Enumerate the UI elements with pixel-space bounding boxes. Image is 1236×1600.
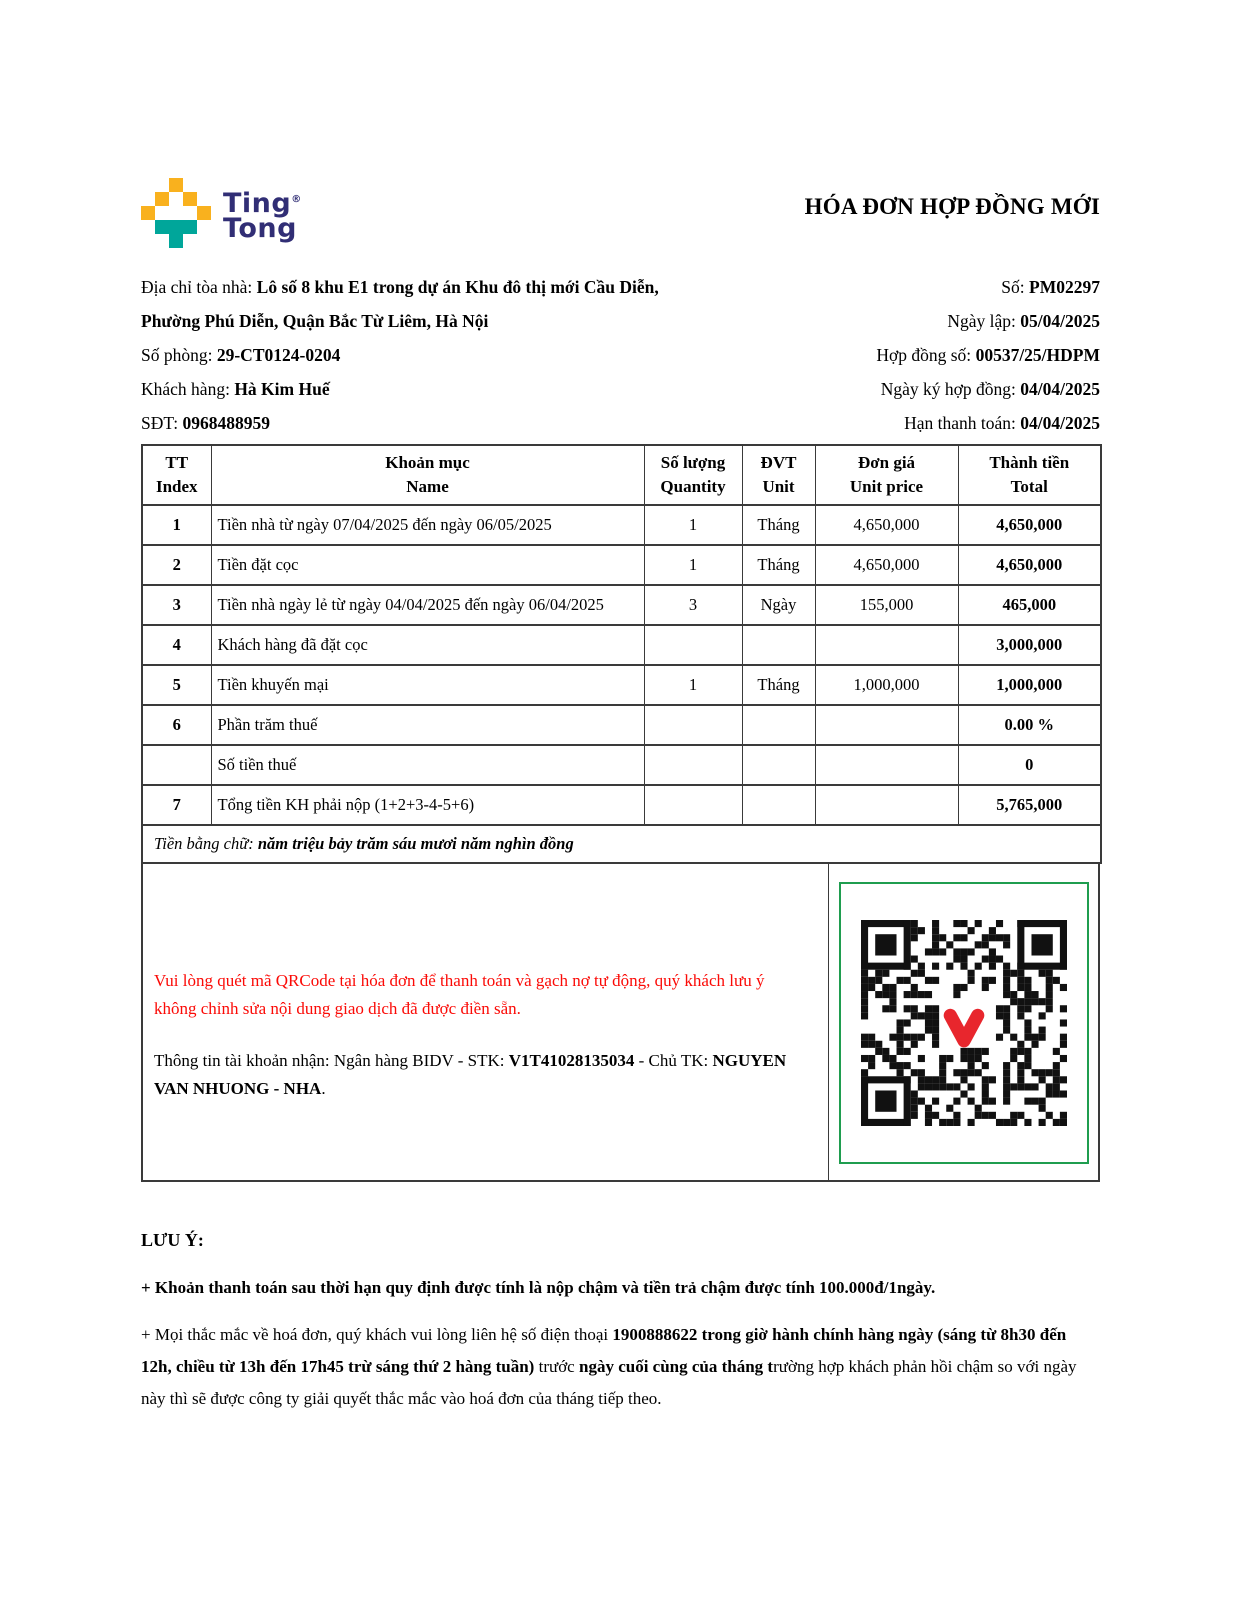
cell-qty: 3 <box>644 585 742 625</box>
contact-note: + Mọi thắc mắc về hoá đơn, quý khách vui lòng liên hệ số điện thoại 1900888622 trong giờ hành chính hàng ngày (sáng từ 8h30 đến 12h, chiều từ 13h đến 17h45 trừ sáng thứ 2 hàng tuần) trước ngày cuối cùng của tháng trường hợp khách phản hồi chậm so với ngày này thì sẽ được công ty giải quyết thắc mắc vào hoá đơn của tháng tiếp theo. <box>141 1325 1077 1408</box>
qr-frame <box>839 882 1089 1164</box>
cell-index: 6 <box>142 705 211 745</box>
cell-price <box>815 745 958 785</box>
cell-price: 4,650,000 <box>815 505 958 545</box>
cell-total: 5,765,000 <box>958 785 1101 825</box>
tingtong-logo-icon <box>141 178 211 248</box>
table-row <box>142 545 1101 585</box>
cell-index: 2 <box>142 545 211 585</box>
payment-instructions <box>143 864 829 1180</box>
table-body <box>142 505 1101 825</box>
column-header: Thành tiền Total <box>958 445 1101 505</box>
cell-name: Số tiền thuế <box>211 745 644 785</box>
info-line: Địa chỉ tòa nhà: Lô số 8 khu E1 trong dự án Khu đô thị mới Cầu Diễn, Phường Phú Diễn, Quận Bắc Từ Liêm, Hà Nội <box>141 277 659 331</box>
page-title: HÓA ĐƠN HỢP ĐỒNG MỚI <box>804 194 1100 219</box>
info-line: SĐT: 0968488959 <box>141 413 270 433</box>
cell-qty <box>644 705 742 745</box>
late-payment-note: + Khoản thanh toán sau thời hạn quy định được tính là nộp chậm và tiền trả chậm được tính 100.000đ/1ngày. <box>141 1278 936 1297</box>
table-row <box>142 585 1101 625</box>
cell-unit <box>742 625 815 665</box>
qr-code <box>861 920 1067 1126</box>
registered-mark: ® <box>291 194 302 205</box>
brand-logo <box>141 178 302 248</box>
cell-total: 3,000,000 <box>958 625 1101 665</box>
cell-unit: Ngày <box>742 585 815 625</box>
info-line: Số: PM02297 <box>1001 277 1100 297</box>
cell-unit <box>742 745 815 785</box>
cell-price: 4,650,000 <box>815 545 958 585</box>
cell-index: 4 <box>142 625 211 665</box>
document-header <box>141 178 1100 256</box>
cell-qty: 1 <box>644 545 742 585</box>
table-header-row <box>142 445 1101 505</box>
info-line: Số phòng: 29-CT0124-0204 <box>141 345 341 365</box>
table-row <box>142 505 1101 545</box>
cell-total: 0 <box>958 745 1101 785</box>
invoice-meta <box>676 270 1100 440</box>
column-header: Số lượng Quantity <box>644 445 742 505</box>
cell-index: 3 <box>142 585 211 625</box>
table-row <box>142 785 1101 825</box>
info-line: Hợp đồng số: 00537/25/HDPM <box>876 345 1100 365</box>
cell-total: 4,650,000 <box>958 505 1101 545</box>
table-row <box>142 745 1101 785</box>
cell-index: 7 <box>142 785 211 825</box>
cell-name: Tổng tiền KH phải nộp (1+2+3-4-5+6) <box>211 785 644 825</box>
cell-price <box>815 625 958 665</box>
notes-section <box>141 1230 1100 1415</box>
column-header: TT Index <box>142 445 211 505</box>
info-line: Khách hàng: Hà Kim Huế <box>141 379 330 399</box>
cell-unit <box>742 705 815 745</box>
info-line: Ngày ký hợp đồng: 04/04/2025 <box>880 379 1100 399</box>
cell-unit: Tháng <box>742 545 815 585</box>
invoice-info <box>141 270 1100 440</box>
amount-in-words: Tiền bằng chữ: năm triệu bảy trăm sáu mươi năm nghìn đồng <box>142 825 1101 863</box>
cell-name: Khách hàng đã đặt cọc <box>211 625 644 665</box>
cell-index: 1 <box>142 505 211 545</box>
notes-heading: LƯU Ý: <box>141 1230 204 1250</box>
table-row <box>142 665 1101 705</box>
cell-qty <box>644 785 742 825</box>
column-header: Đơn giá Unit price <box>815 445 958 505</box>
cell-price: 1,000,000 <box>815 665 958 705</box>
payment-section <box>141 864 1100 1182</box>
qr-payment-notice: Vui lòng quét mã QRCode tại hóa đơn để thanh toán và gạch nợ tự động, quý khách lưu ý không chỉnh sửa nội dung giao dịch đã được điền sẵn. <box>154 971 765 1018</box>
cell-name: Tiền nhà từ ngày 07/04/2025 đến ngày 06/05/2025 <box>211 505 644 545</box>
cell-name: Tiền nhà ngày lẻ từ ngày 04/04/2025 đến ngày 06/04/2025 <box>211 585 644 625</box>
bank-account-info: Thông tin tài khoản nhận: Ngân hàng BIDV - STK: V1T41028135034 - Chủ TK: NGUYEN VAN NHUONG - NHA. <box>154 1051 787 1098</box>
cell-total: 4,650,000 <box>958 545 1101 585</box>
cell-qty: 1 <box>644 505 742 545</box>
amount-in-words-row <box>142 825 1101 863</box>
cell-name: Tiền đặt cọc <box>211 545 644 585</box>
info-line: Ngày lập: 05/04/2025 <box>947 311 1100 331</box>
table-row <box>142 625 1101 665</box>
cell-qty <box>644 745 742 785</box>
cell-name: Phần trăm thuế <box>211 705 644 745</box>
cell-name: Tiền khuyến mại <box>211 665 644 705</box>
cell-index: 5 <box>142 665 211 705</box>
brand-name: Ting® Tong <box>223 188 302 244</box>
cell-total: 1,000,000 <box>958 665 1101 705</box>
table-row <box>142 705 1101 745</box>
cell-total: 0.00 % <box>958 705 1101 745</box>
cell-unit <box>742 785 815 825</box>
qr-cell <box>829 864 1098 1180</box>
cell-qty <box>644 625 742 665</box>
cell-price: 155,000 <box>815 585 958 625</box>
invoice-items-table <box>141 444 1102 864</box>
customer-info <box>141 270 676 440</box>
cell-qty: 1 <box>644 665 742 705</box>
invoice-document <box>141 0 1100 1415</box>
cell-unit: Tháng <box>742 505 815 545</box>
cell-price <box>815 785 958 825</box>
cell-total: 465,000 <box>958 585 1101 625</box>
info-line: Hạn thanh toán: 04/04/2025 <box>904 413 1100 433</box>
cell-price <box>815 705 958 745</box>
cell-index <box>142 745 211 785</box>
cell-unit: Tháng <box>742 665 815 705</box>
column-header: Khoản mục Name <box>211 445 644 505</box>
column-header: ĐVT Unit <box>742 445 815 505</box>
